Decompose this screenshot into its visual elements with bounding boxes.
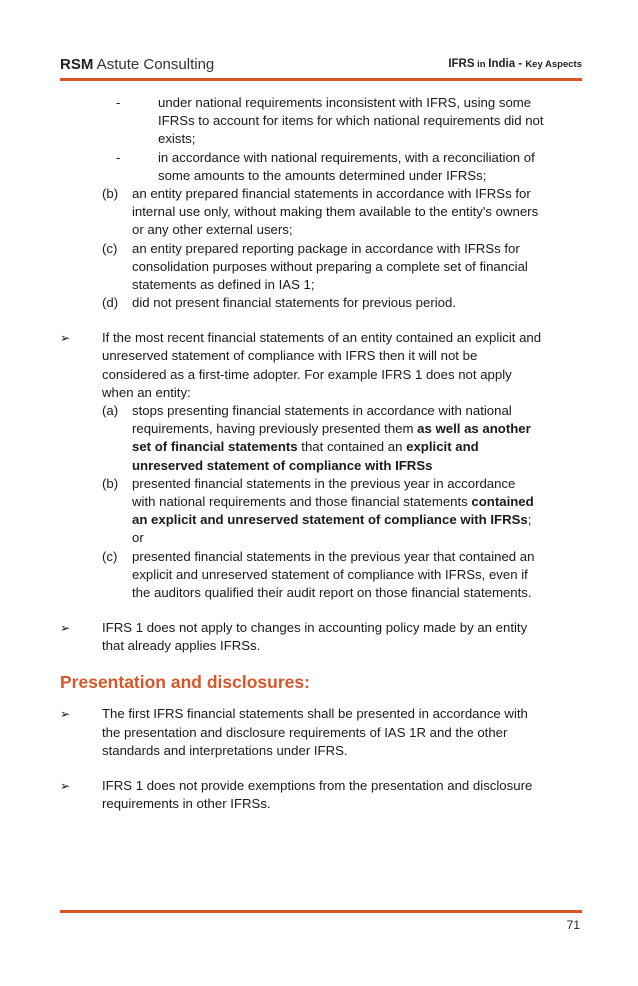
brand-logo	[60, 56, 214, 73]
header-divider	[60, 78, 582, 81]
document-title: IFRS in India - Key Aspects	[448, 58, 582, 70]
continuation-list: - under national requirements inconsistent with IFRS, using some IFRSs to account for items for which national requirements did not exists; - in accordance with national requirements, with a reconciliation of some amounts to the amounts determined under IFRSs; (b) an entity prepared financial statements in accordance with IFRSs for internal use only, without making them available to the entity's owners or any other external users; (c) an entity prepared reporting package in accordance with IFRSs for consolidation purposes without preparing a complete set of financial statements as defined in IAS 1; (d) did not present financial statements for previous period.	[102, 95, 544, 311]
brand-rsm: RSM	[60, 56, 94, 73]
arrow-bullet-icon: ➢	[60, 331, 71, 346]
section-heading: Presentation and disclosures:	[60, 672, 310, 693]
brand-name: Astute Consulting	[93, 56, 215, 73]
page-number: 71	[566, 918, 580, 932]
page-header	[60, 56, 582, 78]
footer-divider	[60, 910, 582, 913]
first-time-adopter-paragraph: ➢ If the most recent financial statements of an entity contained an explicit and unreserved statement of compliance with IFRS then it will not be considered as a first-time adopter. For example IFRS 1 does not apply when an entity: (a) stops presenting financial statements in accordance with national requirements, having previously presented them as well as another set of financial statements that contained an explicit and unreserved statement of compliance with IFRSs (b) presented financial statements in the previous year in accordance with national requirements and those financial statements contained an explicit and unreserved statement of compliance with IFRSs; or (c) presented financial statements in the previous year that contained an explicit and unreserved statement of compliance with IFRSs, even if the auditors qualified their audit report on those financial statements.	[60, 330, 542, 600]
arrow-bullet-icon: ➢	[60, 707, 71, 722]
accounting-policy-paragraph: ➢ IFRS 1 does not apply to changes in accounting policy made by an entity that already applies IFRSs.	[60, 620, 528, 654]
arrow-bullet-icon: ➢	[60, 621, 71, 636]
exemptions-paragraph: ➢ IFRS 1 does not provide exemptions from the presentation and disclosure requirements in other IFRSs.	[60, 778, 533, 812]
body-content	[60, 94, 582, 813]
presentation-paragraph: ➢ The first IFRS financial statements shall be presented in accordance with the presentation and disclosure requirements of IAS 1R and the other standards and interpretations under IFRS.	[60, 706, 528, 758]
arrow-bullet-icon: ➢	[60, 779, 71, 793]
